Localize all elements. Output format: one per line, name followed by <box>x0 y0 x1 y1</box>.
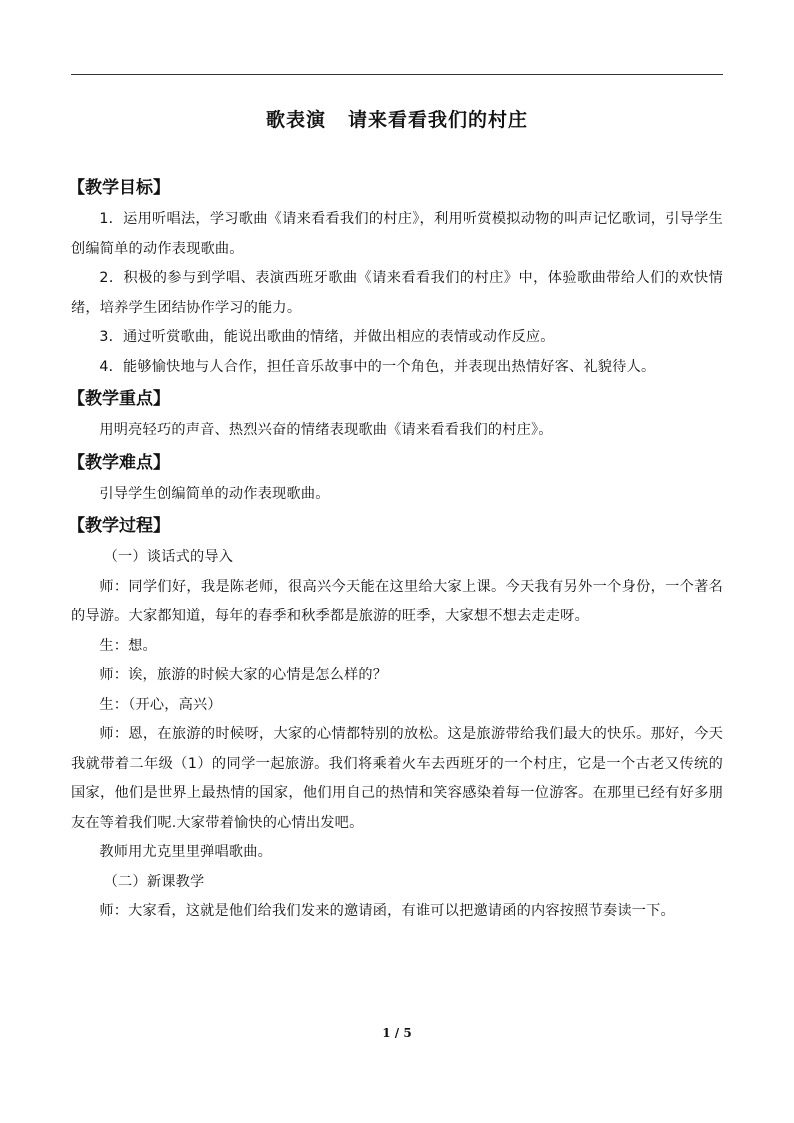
section-heading-process: 【教学过程】 <box>68 516 170 536</box>
goal-item-2: 2．积极的参与到学唱、表演西班牙歌曲《请来看看我们的村庄》中，体验歌曲带给人们的欢快情绪，培养学生团结协作学习的能力。 <box>71 270 723 316</box>
page-number: 1 / 5 <box>382 1026 412 1040</box>
page-title <box>0 105 794 132</box>
process-paragraph: 教师用尤克里里弹唱歌曲。 <box>99 844 273 860</box>
process-subheading-new-lesson: （二）新课教学 <box>103 873 205 890</box>
section-heading-goals: 【教学目标】 <box>68 178 170 198</box>
document-body <box>68 171 723 927</box>
goal-item-1: 1．运用听唱法，学习歌曲《请来看看我们的村庄》，利用听赏模拟动物的叫声记忆歌词，引导学生创编简单的动作表现歌曲。 <box>71 211 723 257</box>
section-heading-key-points: 【教学重点】 <box>68 389 170 409</box>
process-paragraph: 师：大家看，这就是他们给我们发来的邀请函，有谁可以把邀请函的内容按照节奏读一下。 <box>99 903 675 919</box>
process-subheading-intro: （一）谈话式的导入 <box>103 549 234 565</box>
title-part-2: 请来看看我们的村庄 <box>348 109 529 131</box>
process-paragraph: 生：（开心，高兴） <box>99 696 222 713</box>
header-rule <box>71 74 723 75</box>
section-heading-difficulties: 【教学难点】 <box>68 452 170 473</box>
process-paragraph: 师：恩，在旅游的时候呀，大家的心情都特别的放松。这是旅游带给我们最大的快乐。那好，今天我就带着二年级（1）的同学一起旅游。我们将乘着火车去西班牙的一个村庄，它是一个古老又传统的国家，他们是世界上最热情的国家，他们用自己的热情和笑容感染着每一位游客。在那里已经有好多朋友在等着我们呢.大家带着愉快的心情出发吧。 <box>71 726 723 831</box>
process-paragraph: 生：想。 <box>99 637 157 654</box>
goal-item-3: 3．通过听赏歌曲，能说出歌曲的情绪，并做出相应的表情或动作反应。 <box>99 329 555 345</box>
process-paragraph: 师：诶，旅游的时候大家的心情是怎么样的？ <box>99 667 388 683</box>
key-points-text: 用明亮轻巧的声音、热烈兴奋的情绪表现歌曲《请来看看我们的村庄》。 <box>99 422 553 438</box>
process-paragraph: 师：同学们好，我是陈老师，很高兴今天能在这里给大家上课。今天我有另外一个身份，一个著名的导游。大家都知道，每年的春季和秋季都是旅游的旺季，大家想不想去走走呀。 <box>71 578 723 624</box>
goal-item-4: 4．能够愉快地与人合作，担任音乐故事中的一个角色，并表现出热情好客、礼貌待人。 <box>99 358 656 375</box>
title-part-1: 歌表演 <box>265 109 326 131</box>
difficulties-text: 引导学生创编简单的动作表现歌曲。 <box>99 485 330 502</box>
